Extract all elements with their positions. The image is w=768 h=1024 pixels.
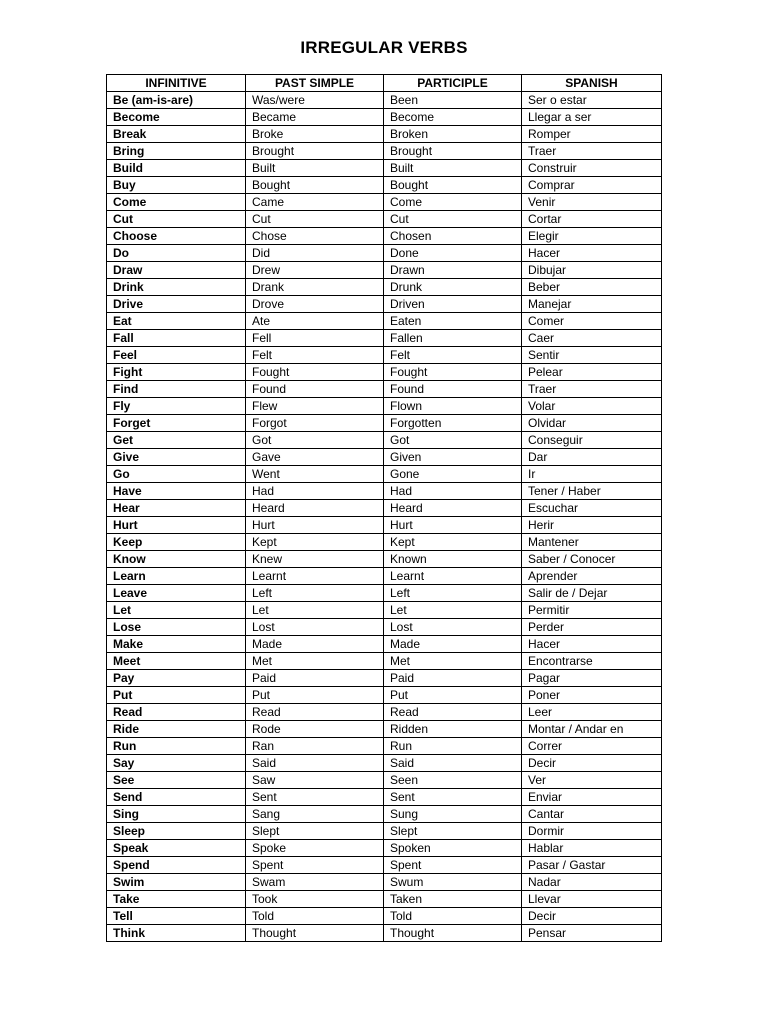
spanish-cell: Romper xyxy=(522,126,662,143)
spanish-cell: Nadar xyxy=(522,874,662,891)
header-past-simple: PAST SIMPLE xyxy=(246,75,384,92)
table-row xyxy=(107,891,662,908)
past-simple-cell: Spoke xyxy=(246,840,384,857)
infinitive-cell: Make xyxy=(107,636,246,653)
table-row xyxy=(107,483,662,500)
table-row xyxy=(107,126,662,143)
table-row xyxy=(107,687,662,704)
participle-cell: Found xyxy=(384,381,522,398)
table-row xyxy=(107,347,662,364)
infinitive-cell: Pay xyxy=(107,670,246,687)
past-simple-cell: Hurt xyxy=(246,517,384,534)
table-row xyxy=(107,840,662,857)
spanish-cell: Venir xyxy=(522,194,662,211)
infinitive-cell: Learn xyxy=(107,568,246,585)
past-simple-cell: Said xyxy=(246,755,384,772)
infinitive-cell: Leave xyxy=(107,585,246,602)
past-simple-cell: Fought xyxy=(246,364,384,381)
participle-cell: Broken xyxy=(384,126,522,143)
spanish-cell: Decir xyxy=(522,908,662,925)
table-header-row xyxy=(107,75,662,92)
participle-cell: Given xyxy=(384,449,522,466)
spanish-cell: Llevar xyxy=(522,891,662,908)
participle-cell: Had xyxy=(384,483,522,500)
infinitive-cell: Fall xyxy=(107,330,246,347)
infinitive-cell: Bring xyxy=(107,143,246,160)
participle-cell: Made xyxy=(384,636,522,653)
table-row xyxy=(107,585,662,602)
spanish-cell: Caer xyxy=(522,330,662,347)
spanish-cell: Escuchar xyxy=(522,500,662,517)
irregular-verbs-table xyxy=(106,74,662,942)
spanish-cell: Dibujar xyxy=(522,262,662,279)
participle-cell: Slept xyxy=(384,823,522,840)
past-simple-cell: Rode xyxy=(246,721,384,738)
table-row xyxy=(107,262,662,279)
spanish-cell: Pelear xyxy=(522,364,662,381)
spanish-cell: Dormir xyxy=(522,823,662,840)
spanish-cell: Permitir xyxy=(522,602,662,619)
table-row xyxy=(107,415,662,432)
past-simple-cell: Built xyxy=(246,160,384,177)
infinitive-cell: Feel xyxy=(107,347,246,364)
infinitive-cell: Choose xyxy=(107,228,246,245)
infinitive-cell: Drink xyxy=(107,279,246,296)
table-row xyxy=(107,517,662,534)
table-row xyxy=(107,925,662,942)
header-spanish: SPANISH xyxy=(522,75,662,92)
infinitive-cell: Fly xyxy=(107,398,246,415)
table-row xyxy=(107,279,662,296)
infinitive-cell: Hurt xyxy=(107,517,246,534)
infinitive-cell: Tell xyxy=(107,908,246,925)
participle-cell: Heard xyxy=(384,500,522,517)
spanish-cell: Aprender xyxy=(522,568,662,585)
past-simple-cell: Got xyxy=(246,432,384,449)
spanish-cell: Pasar / Gastar xyxy=(522,857,662,874)
table-row xyxy=(107,364,662,381)
header-participle: PARTICIPLE xyxy=(384,75,522,92)
infinitive-cell: Ride xyxy=(107,721,246,738)
table-row xyxy=(107,602,662,619)
past-simple-cell: Brought xyxy=(246,143,384,160)
table-row xyxy=(107,874,662,891)
infinitive-cell: Go xyxy=(107,466,246,483)
past-simple-cell: Fell xyxy=(246,330,384,347)
spanish-cell: Pensar xyxy=(522,925,662,942)
past-simple-cell: Let xyxy=(246,602,384,619)
table-row xyxy=(107,109,662,126)
spanish-cell: Beber xyxy=(522,279,662,296)
participle-cell: Lost xyxy=(384,619,522,636)
past-simple-cell: Forgot xyxy=(246,415,384,432)
infinitive-cell: Put xyxy=(107,687,246,704)
past-simple-cell: Became xyxy=(246,109,384,126)
past-simple-cell: Came xyxy=(246,194,384,211)
participle-cell: Forgotten xyxy=(384,415,522,432)
infinitive-cell: Sleep xyxy=(107,823,246,840)
spanish-cell: Construir xyxy=(522,160,662,177)
participle-cell: Known xyxy=(384,551,522,568)
infinitive-cell: Be (am-is-are) xyxy=(107,92,246,109)
spanish-cell: Hacer xyxy=(522,636,662,653)
spanish-cell: Llegar a ser xyxy=(522,109,662,126)
table-row xyxy=(107,449,662,466)
infinitive-cell: Lose xyxy=(107,619,246,636)
infinitive-cell: Let xyxy=(107,602,246,619)
table-row xyxy=(107,398,662,415)
spanish-cell: Pagar xyxy=(522,670,662,687)
past-simple-cell: Drew xyxy=(246,262,384,279)
table-row xyxy=(107,160,662,177)
participle-cell: Fought xyxy=(384,364,522,381)
table-row xyxy=(107,755,662,772)
infinitive-cell: Come xyxy=(107,194,246,211)
past-simple-cell: Chose xyxy=(246,228,384,245)
participle-cell: Sung xyxy=(384,806,522,823)
past-simple-cell: Heard xyxy=(246,500,384,517)
infinitive-cell: Say xyxy=(107,755,246,772)
past-simple-cell: Put xyxy=(246,687,384,704)
spanish-cell: Correr xyxy=(522,738,662,755)
past-simple-cell: Met xyxy=(246,653,384,670)
past-simple-cell: Had xyxy=(246,483,384,500)
participle-cell: Hurt xyxy=(384,517,522,534)
past-simple-cell: Paid xyxy=(246,670,384,687)
past-simple-cell: Sent xyxy=(246,789,384,806)
participle-cell: Put xyxy=(384,687,522,704)
spanish-cell: Herir xyxy=(522,517,662,534)
participle-cell: Paid xyxy=(384,670,522,687)
infinitive-cell: Do xyxy=(107,245,246,262)
participle-cell: Bought xyxy=(384,177,522,194)
table-body xyxy=(107,92,662,942)
past-simple-cell: Slept xyxy=(246,823,384,840)
table-row xyxy=(107,211,662,228)
infinitive-cell: Buy xyxy=(107,177,246,194)
past-simple-cell: Ran xyxy=(246,738,384,755)
past-simple-cell: Found xyxy=(246,381,384,398)
past-simple-cell: Spent xyxy=(246,857,384,874)
spanish-cell: Cantar xyxy=(522,806,662,823)
past-simple-cell: Made xyxy=(246,636,384,653)
participle-cell: Seen xyxy=(384,772,522,789)
spanish-cell: Montar / Andar en xyxy=(522,721,662,738)
table-row xyxy=(107,194,662,211)
spanish-cell: Salir de / Dejar xyxy=(522,585,662,602)
past-simple-cell: Took xyxy=(246,891,384,908)
spanish-cell: Manejar xyxy=(522,296,662,313)
spanish-cell: Mantener xyxy=(522,534,662,551)
spanish-cell: Ver xyxy=(522,772,662,789)
infinitive-cell: Become xyxy=(107,109,246,126)
spanish-cell: Decir xyxy=(522,755,662,772)
participle-cell: Cut xyxy=(384,211,522,228)
table-row xyxy=(107,551,662,568)
infinitive-cell: Speak xyxy=(107,840,246,857)
participle-cell: Spent xyxy=(384,857,522,874)
participle-cell: Run xyxy=(384,738,522,755)
infinitive-cell: Read xyxy=(107,704,246,721)
past-simple-cell: Swam xyxy=(246,874,384,891)
infinitive-cell: Hear xyxy=(107,500,246,517)
spanish-cell: Hacer xyxy=(522,245,662,262)
participle-cell: Flown xyxy=(384,398,522,415)
participle-cell: Been xyxy=(384,92,522,109)
participle-cell: Sent xyxy=(384,789,522,806)
infinitive-cell: Fight xyxy=(107,364,246,381)
spanish-cell: Conseguir xyxy=(522,432,662,449)
participle-cell: Let xyxy=(384,602,522,619)
participle-cell: Fallen xyxy=(384,330,522,347)
past-simple-cell: Did xyxy=(246,245,384,262)
table-row xyxy=(107,432,662,449)
table-row xyxy=(107,823,662,840)
table-row xyxy=(107,704,662,721)
infinitive-cell: Find xyxy=(107,381,246,398)
table-row xyxy=(107,857,662,874)
table-row xyxy=(107,500,662,517)
participle-cell: Brought xyxy=(384,143,522,160)
infinitive-cell: Eat xyxy=(107,313,246,330)
spanish-cell: Hablar xyxy=(522,840,662,857)
table-row xyxy=(107,92,662,109)
past-simple-cell: Read xyxy=(246,704,384,721)
table-row xyxy=(107,177,662,194)
table-row xyxy=(107,466,662,483)
participle-cell: Chosen xyxy=(384,228,522,245)
table-row xyxy=(107,619,662,636)
participle-cell: Learnt xyxy=(384,568,522,585)
past-simple-cell: Gave xyxy=(246,449,384,466)
spanish-cell: Leer xyxy=(522,704,662,721)
participle-cell: Swum xyxy=(384,874,522,891)
infinitive-cell: Draw xyxy=(107,262,246,279)
participle-cell: Eaten xyxy=(384,313,522,330)
participle-cell: Ridden xyxy=(384,721,522,738)
table-row xyxy=(107,330,662,347)
table-row xyxy=(107,806,662,823)
spanish-cell: Volar xyxy=(522,398,662,415)
spanish-cell: Traer xyxy=(522,381,662,398)
spanish-cell: Elegir xyxy=(522,228,662,245)
table-row xyxy=(107,772,662,789)
infinitive-cell: Forget xyxy=(107,415,246,432)
past-simple-cell: Drank xyxy=(246,279,384,296)
table-row xyxy=(107,738,662,755)
participle-cell: Built xyxy=(384,160,522,177)
participle-cell: Drunk xyxy=(384,279,522,296)
participle-cell: Got xyxy=(384,432,522,449)
participle-cell: Come xyxy=(384,194,522,211)
table-row xyxy=(107,908,662,925)
infinitive-cell: Break xyxy=(107,126,246,143)
infinitive-cell: Know xyxy=(107,551,246,568)
past-simple-cell: Learnt xyxy=(246,568,384,585)
past-simple-cell: Was/were xyxy=(246,92,384,109)
participle-cell: Driven xyxy=(384,296,522,313)
past-simple-cell: Went xyxy=(246,466,384,483)
spanish-cell: Poner xyxy=(522,687,662,704)
participle-cell: Said xyxy=(384,755,522,772)
past-simple-cell: Bought xyxy=(246,177,384,194)
participle-cell: Drawn xyxy=(384,262,522,279)
table-row xyxy=(107,534,662,551)
table-row xyxy=(107,636,662,653)
past-simple-cell: Cut xyxy=(246,211,384,228)
table-row xyxy=(107,653,662,670)
past-simple-cell: Flew xyxy=(246,398,384,415)
participle-cell: Become xyxy=(384,109,522,126)
spanish-cell: Encontrarse xyxy=(522,653,662,670)
spanish-cell: Perder xyxy=(522,619,662,636)
infinitive-cell: Cut xyxy=(107,211,246,228)
spanish-cell: Ser o estar xyxy=(522,92,662,109)
past-simple-cell: Sang xyxy=(246,806,384,823)
infinitive-cell: Think xyxy=(107,925,246,942)
spanish-cell: Ir xyxy=(522,466,662,483)
participle-cell: Met xyxy=(384,653,522,670)
infinitive-cell: Take xyxy=(107,891,246,908)
past-simple-cell: Lost xyxy=(246,619,384,636)
participle-cell: Gone xyxy=(384,466,522,483)
table-row xyxy=(107,381,662,398)
infinitive-cell: Sing xyxy=(107,806,246,823)
past-simple-cell: Drove xyxy=(246,296,384,313)
spanish-cell: Saber / Conocer xyxy=(522,551,662,568)
infinitive-cell: Get xyxy=(107,432,246,449)
past-simple-cell: Felt xyxy=(246,347,384,364)
participle-cell: Told xyxy=(384,908,522,925)
spanish-cell: Dar xyxy=(522,449,662,466)
page-title: IRREGULAR VERBS xyxy=(300,38,468,57)
spanish-cell: Cortar xyxy=(522,211,662,228)
past-simple-cell: Broke xyxy=(246,126,384,143)
participle-cell: Read xyxy=(384,704,522,721)
participle-cell: Thought xyxy=(384,925,522,942)
table-row xyxy=(107,245,662,262)
table-row xyxy=(107,721,662,738)
infinitive-cell: Swim xyxy=(107,874,246,891)
infinitive-cell: Build xyxy=(107,160,246,177)
table-row xyxy=(107,670,662,687)
participle-cell: Done xyxy=(384,245,522,262)
past-simple-cell: Left xyxy=(246,585,384,602)
header-infinitive: INFINITIVE xyxy=(107,75,246,92)
participle-cell: Kept xyxy=(384,534,522,551)
spanish-cell: Olvidar xyxy=(522,415,662,432)
infinitive-cell: Keep xyxy=(107,534,246,551)
participle-cell: Spoken xyxy=(384,840,522,857)
spanish-cell: Comer xyxy=(522,313,662,330)
past-simple-cell: Saw xyxy=(246,772,384,789)
infinitive-cell: Give xyxy=(107,449,246,466)
infinitive-cell: Meet xyxy=(107,653,246,670)
infinitive-cell: Run xyxy=(107,738,246,755)
spanish-cell: Traer xyxy=(522,143,662,160)
participle-cell: Taken xyxy=(384,891,522,908)
table-row xyxy=(107,296,662,313)
past-simple-cell: Kept xyxy=(246,534,384,551)
table-row xyxy=(107,143,662,160)
infinitive-cell: See xyxy=(107,772,246,789)
participle-cell: Left xyxy=(384,585,522,602)
past-simple-cell: Thought xyxy=(246,925,384,942)
participle-cell: Felt xyxy=(384,347,522,364)
spanish-cell: Tener / Haber xyxy=(522,483,662,500)
table-row xyxy=(107,313,662,330)
infinitive-cell: Send xyxy=(107,789,246,806)
spanish-cell: Comprar xyxy=(522,177,662,194)
spanish-cell: Sentir xyxy=(522,347,662,364)
table-row xyxy=(107,568,662,585)
infinitive-cell: Have xyxy=(107,483,246,500)
spanish-cell: Enviar xyxy=(522,789,662,806)
table-row xyxy=(107,789,662,806)
past-simple-cell: Told xyxy=(246,908,384,925)
infinitive-cell: Drive xyxy=(107,296,246,313)
infinitive-cell: Spend xyxy=(107,857,246,874)
past-simple-cell: Ate xyxy=(246,313,384,330)
past-simple-cell: Knew xyxy=(246,551,384,568)
table-row xyxy=(107,228,662,245)
